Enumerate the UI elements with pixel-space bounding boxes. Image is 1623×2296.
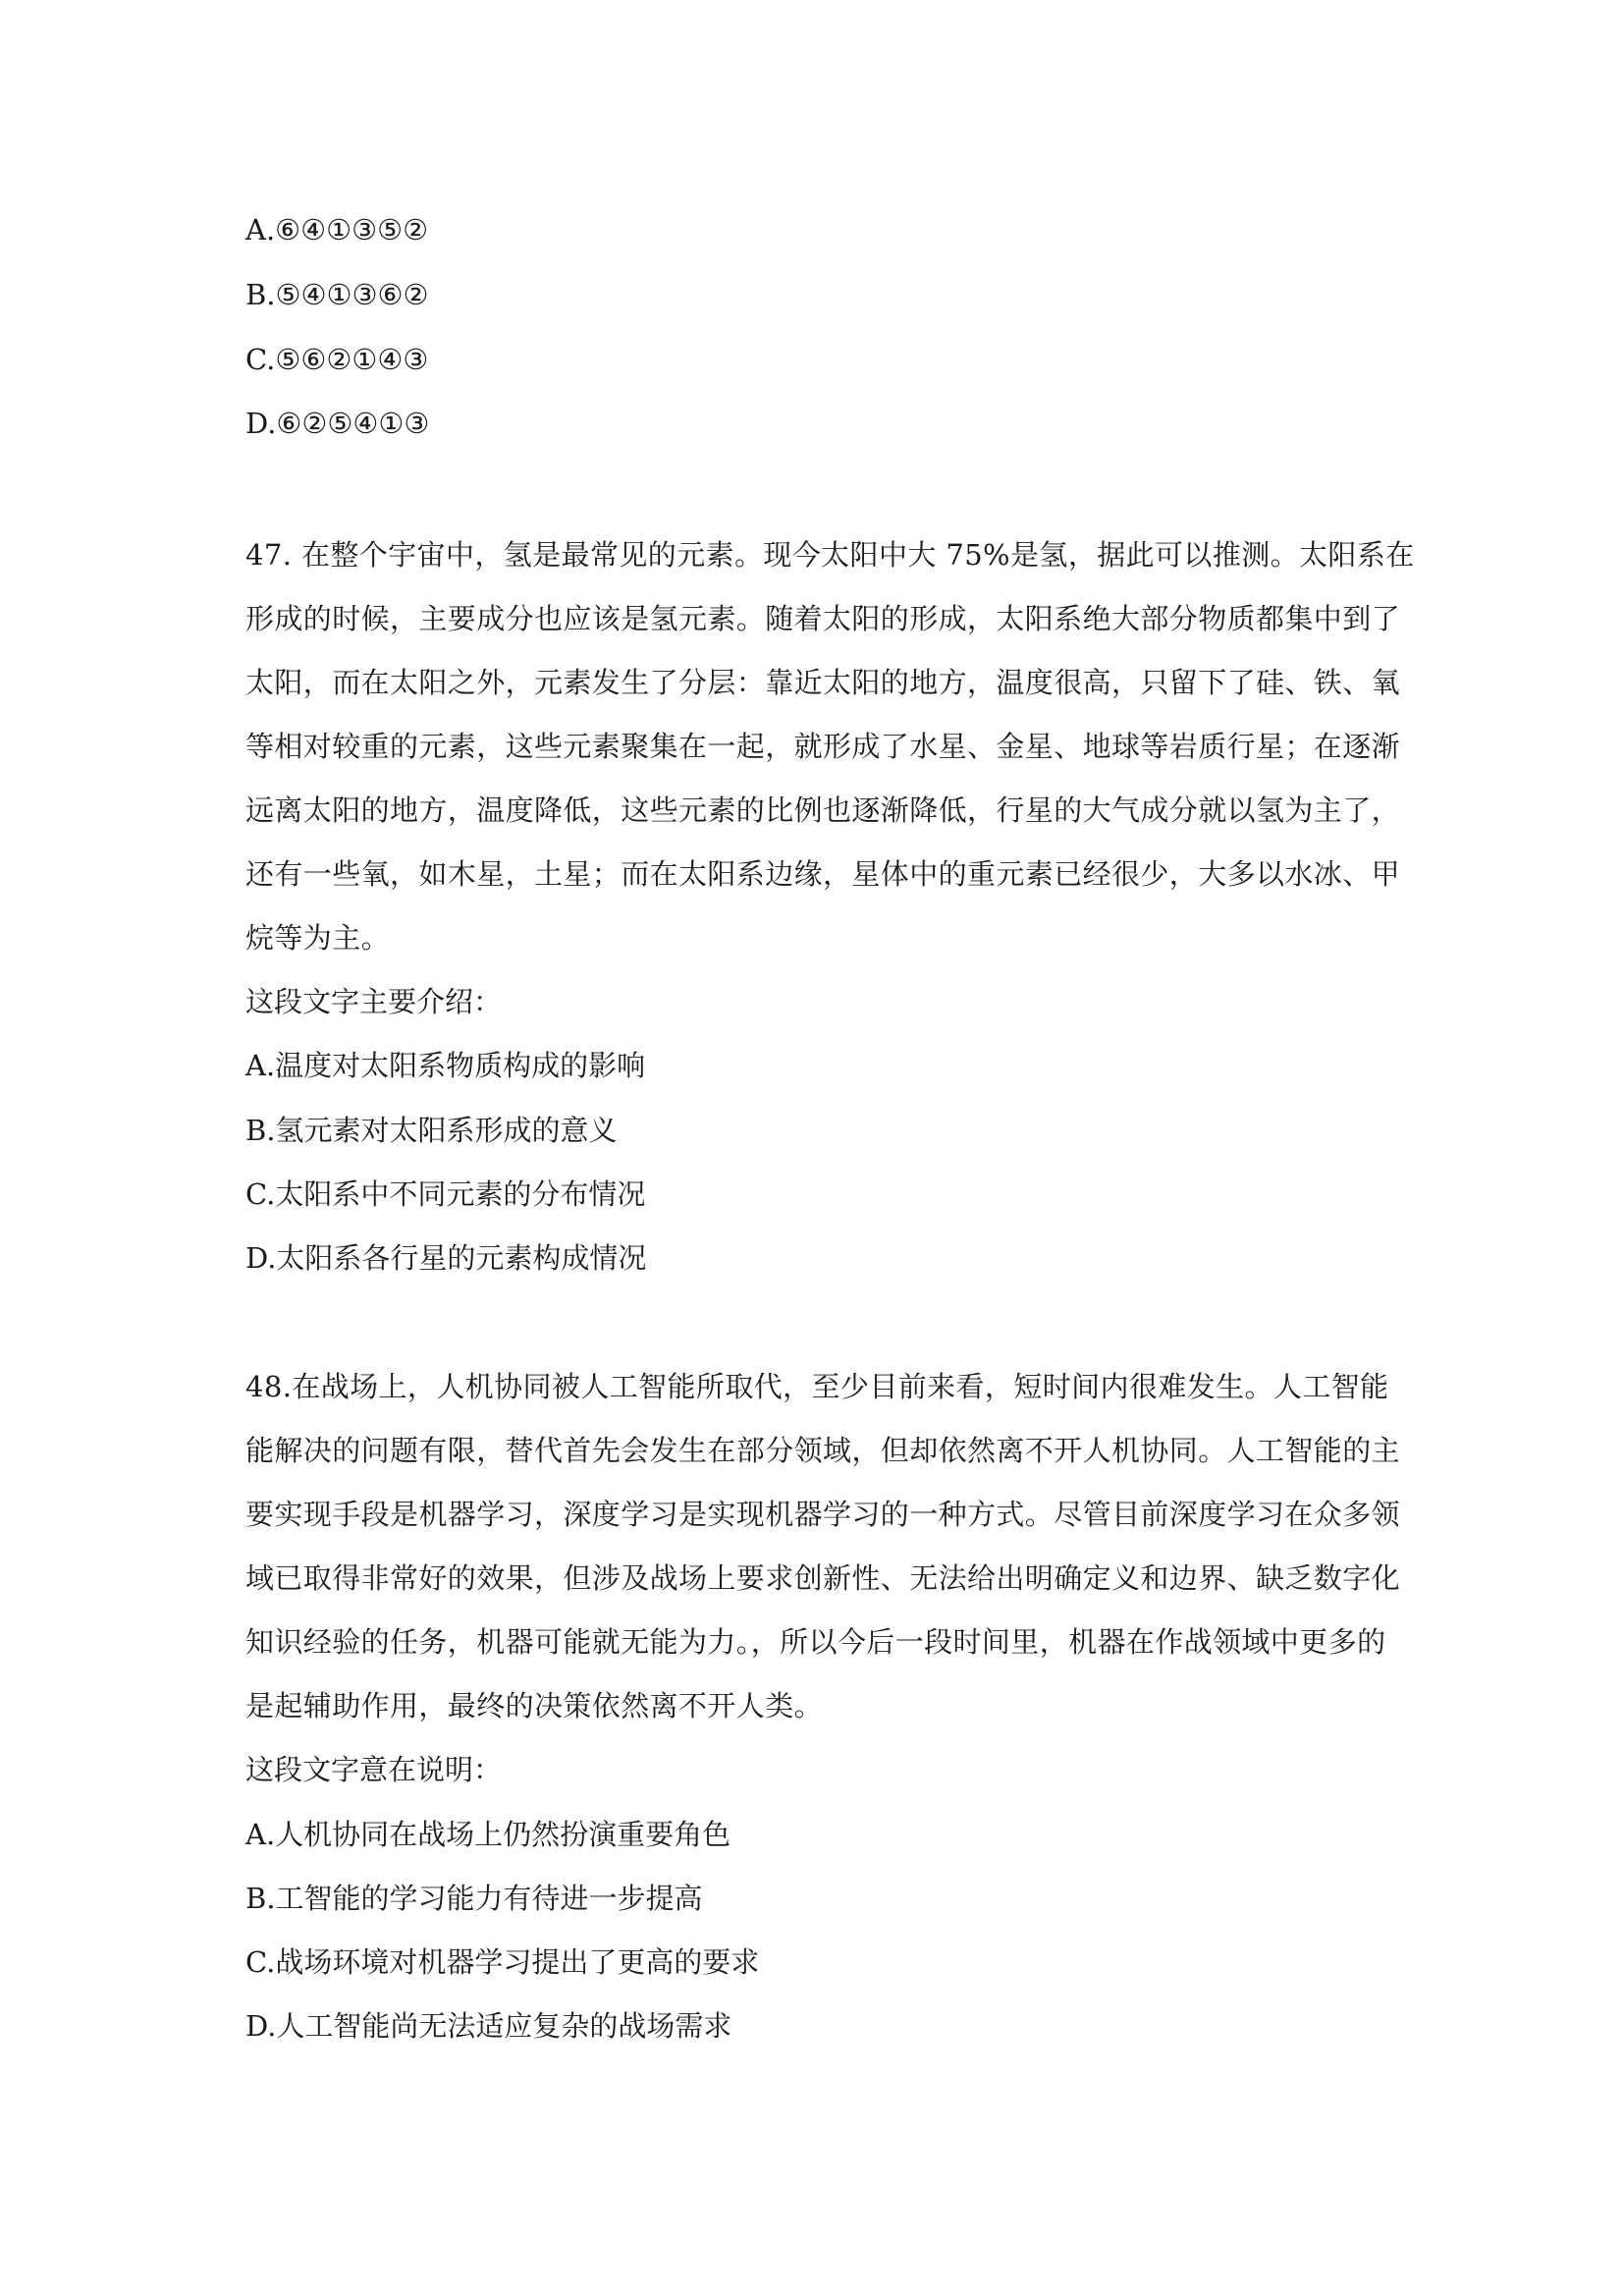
q48-line-5: 知识经验的任务，机器可能就无能为力。，所以今后一段时间里，机器在作战领域中更多的 [245, 1625, 1386, 1659]
q47-option-a: A.温度对太阳系物质构成的影响 [245, 1049, 646, 1082]
q48-option-c: C.战场环境对机器学习提出了更高的要求 [245, 1945, 760, 1979]
q47-line-7: 烷等为主。 [245, 921, 391, 955]
q47-question: 这段文字主要介绍： [245, 985, 503, 1018]
q48-line-6: 是起辅助作用，最终的决策依然离不开人类。 [245, 1689, 824, 1722]
q48-line-4: 域已取得非常好的效果，但涉及战场上要求创新性、无法给出明确定义和边界、缺乏数字化 [245, 1561, 1401, 1595]
q46-option-b: B.⑤④①③⑥② [245, 278, 429, 311]
q47-option-b: B.氢元素对太阳系形成的意义 [245, 1114, 618, 1147]
q47-line-5: 远离太阳的地方，温度降低，这些元素的比例也逐渐降低，行星的大气成分就以氢为主了， [245, 793, 1401, 827]
q47-line-3: 太阳，而在太阳之外，元素发生了分层：靠近太阳的地方，温度很高，只留下了硅、铁、氧 [245, 666, 1401, 699]
q48-option-d: D.人工智能尚无法适应复杂的战场需求 [245, 2009, 732, 2043]
q47-line-1: 47. 在整个宇宙中，氢是最常见的元素。现今太阳中大 75%是氢，据此可以推测。太阳系在 [245, 538, 1415, 572]
q48-option-b: B.工智能的学习能力有待进一步提高 [245, 1882, 703, 1915]
q46-option-a: A.⑥④①③⑤② [245, 213, 429, 246]
q47-line-2: 形成的时候，主要成分也应该是氢元素。随着太阳的形成，太阳系绝大部分物质都集中到了 [245, 602, 1401, 635]
q47-option-d: D.太阳系各行星的元素构成情况 [245, 1241, 647, 1275]
q46-option-d: D.⑥②⑤④①③ [245, 407, 430, 440]
q48-line-1: 48.在战场上，人机协同被人工智能所取代，至少目前来看，短时间内很难发生。人工智能 [245, 1370, 1389, 1403]
q48-line-3: 要实现手段是机器学习，深度学习是实现机器学习的一种方式。尽管目前深度学习在众多领 [245, 1498, 1401, 1531]
q47-line-6: 还有一些氧，如木星，土星；而在太阳系边缘，星体中的重元素已经很少，大多以水冰、甲 [245, 857, 1401, 891]
q48-question: 这段文字意在说明： [245, 1753, 503, 1786]
q47-line-4: 等相对较重的元素，这些元素聚集在一起，就形成了水星、金星、地球等岩质行星；在逐渐 [245, 730, 1401, 763]
q46-option-c: C.⑤⑥②①④③ [245, 343, 429, 376]
q48-line-2: 能解决的问题有限，替代首先会发生在部分领域，但却依然离不开人机协同。人工智能的主 [245, 1434, 1401, 1467]
q47-option-c: C.太阳系中不同元素的分布情况 [245, 1177, 646, 1211]
q48-option-a: A.人机协同在战场上仍然扮演重要角色 [245, 1818, 731, 1851]
